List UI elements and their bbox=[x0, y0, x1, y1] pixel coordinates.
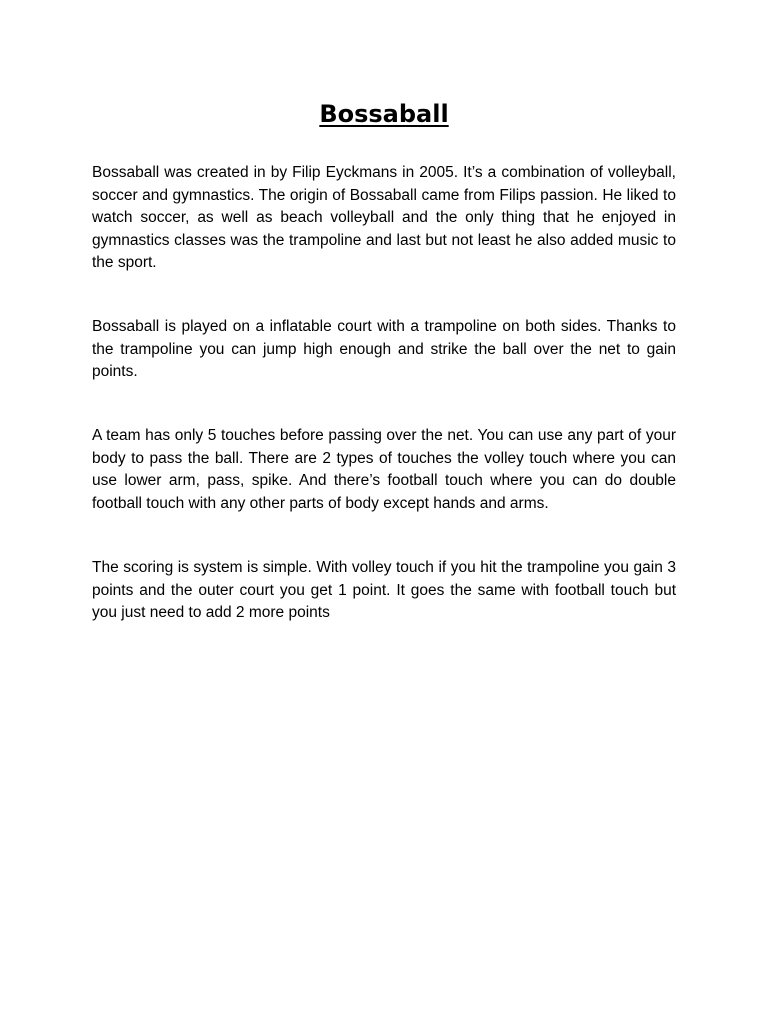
paragraph-scoring: The scoring is system is simple. With volley touch if you hit the trampoline you gain 3 points and the outer court you get 1 point. It goes the same with football touch but you just need to add 2 more points bbox=[92, 559, 676, 621]
document-title: Bossaball bbox=[319, 100, 449, 128]
paragraph-touches: A team has only 5 touches before passing over the net. You can use any part of your body to pass the ball. There are 2 types of touches the volley touch where you can use lower arm, pass, spike. And there’s football touch where you can do double football touch with any other parts of body except hands and arms. bbox=[92, 427, 676, 512]
paragraph-origin: Bossaball was created in by Filip Eyckmans in 2005. It’s a combination of volleyball, soccer and gymnastics. The origin of Bossaball came from Filips passion. He liked to watch soccer, as well as beach volleyball and the only thing that he enjoyed in gymnastics classes was the trampoline and last but not least he also added music to the sport. bbox=[92, 164, 676, 271]
paragraph-court: Bossaball is played on a inflatable court with a trampoline on both sides. Thanks to the trampoline you can jump high enough and strike the ball over the net to gain points. bbox=[92, 318, 676, 380]
